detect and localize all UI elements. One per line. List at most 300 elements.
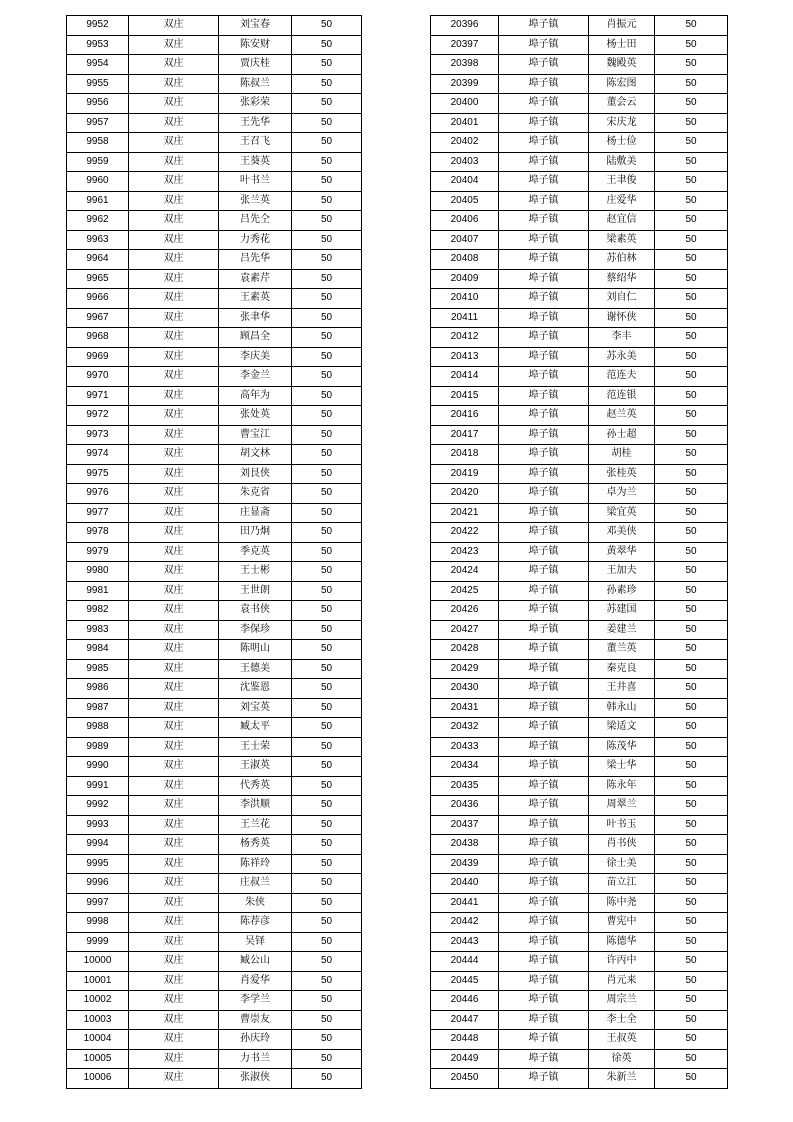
table-row (431, 737, 728, 757)
table-row (67, 16, 362, 36)
name-cell: 陈祥玲 (219, 854, 292, 874)
township-cell: 埠子镇 (499, 796, 589, 816)
township-cell: 埠子镇 (499, 1069, 589, 1089)
township-cell: 双庄 (129, 191, 219, 211)
township-cell: 双庄 (129, 581, 219, 601)
township-cell: 埠子镇 (499, 698, 589, 718)
amount-cell: 50 (655, 133, 728, 153)
amount-cell: 50 (292, 55, 362, 75)
row-number-cell: 20434 (431, 757, 499, 777)
table-row (431, 230, 728, 250)
row-number-cell: 9978 (67, 523, 129, 543)
table-row (431, 503, 728, 523)
amount-cell: 50 (655, 581, 728, 601)
row-number-cell: 20444 (431, 952, 499, 972)
table-row (431, 113, 728, 133)
row-number-cell: 9990 (67, 757, 129, 777)
name-cell: 袁书侠 (219, 601, 292, 621)
township-cell: 双庄 (129, 757, 219, 777)
name-cell: 力书兰 (219, 1049, 292, 1069)
township-cell: 双庄 (129, 16, 219, 36)
township-cell: 埠子镇 (499, 581, 589, 601)
table-row (431, 971, 728, 991)
township-cell: 埠子镇 (499, 523, 589, 543)
name-cell: 徐士美 (589, 854, 655, 874)
township-cell: 双庄 (129, 503, 219, 523)
township-cell: 埠子镇 (499, 308, 589, 328)
table-row (67, 484, 362, 504)
table-row (67, 776, 362, 796)
name-cell: 李士全 (589, 1010, 655, 1030)
row-number-cell: 9961 (67, 191, 129, 211)
amount-cell: 50 (292, 932, 362, 952)
row-number-cell: 20417 (431, 425, 499, 445)
name-cell: 秦克良 (589, 659, 655, 679)
amount-cell: 50 (655, 172, 728, 192)
name-cell: 黄翠华 (589, 542, 655, 562)
table-row (431, 425, 728, 445)
name-cell: 苏建国 (589, 601, 655, 621)
name-cell: 曹崇友 (219, 1010, 292, 1030)
row-number-cell: 20437 (431, 815, 499, 835)
table-row (67, 55, 362, 75)
amount-cell: 50 (655, 464, 728, 484)
row-number-cell: 9994 (67, 835, 129, 855)
amount-cell: 50 (655, 445, 728, 465)
row-number-cell: 20450 (431, 1069, 499, 1089)
township-cell: 埠子镇 (499, 484, 589, 504)
township-cell: 双庄 (129, 55, 219, 75)
name-cell: 陆敷美 (589, 152, 655, 172)
amount-cell: 50 (292, 737, 362, 757)
amount-cell: 50 (292, 991, 362, 1011)
amount-cell: 50 (655, 269, 728, 289)
name-cell: 庄叔兰 (219, 874, 292, 894)
row-number-cell: 20396 (431, 16, 499, 36)
township-cell: 双庄 (129, 250, 219, 270)
amount-cell: 50 (292, 328, 362, 348)
row-number-cell: 9953 (67, 35, 129, 55)
row-number-cell: 9964 (67, 250, 129, 270)
name-cell: 王加夫 (589, 562, 655, 582)
name-cell: 肖元来 (589, 971, 655, 991)
township-cell: 双庄 (129, 679, 219, 699)
row-number-cell: 9977 (67, 503, 129, 523)
table-row (67, 932, 362, 952)
table-row (67, 269, 362, 289)
table-row (431, 445, 728, 465)
row-number-cell: 9999 (67, 932, 129, 952)
amount-cell: 50 (655, 913, 728, 933)
table-row (67, 113, 362, 133)
township-cell: 双庄 (129, 289, 219, 309)
name-cell: 谢怀侠 (589, 308, 655, 328)
amount-cell: 50 (292, 484, 362, 504)
name-cell: 刘宝春 (219, 16, 292, 36)
township-cell: 双庄 (129, 425, 219, 445)
row-number-cell: 9962 (67, 211, 129, 231)
name-cell: 张兰英 (219, 191, 292, 211)
amount-cell: 50 (655, 971, 728, 991)
amount-cell: 50 (292, 523, 362, 543)
table-row (431, 308, 728, 328)
amount-cell: 50 (655, 503, 728, 523)
name-cell: 顾昌全 (219, 328, 292, 348)
table-row (431, 484, 728, 504)
table-row (431, 562, 728, 582)
township-cell: 埠子镇 (499, 152, 589, 172)
row-number-cell: 10006 (67, 1069, 129, 1089)
table-row (431, 991, 728, 1011)
township-cell: 埠子镇 (499, 952, 589, 972)
township-cell: 埠子镇 (499, 367, 589, 387)
amount-cell: 50 (292, 445, 362, 465)
row-number-cell: 20441 (431, 893, 499, 913)
name-cell: 王士彬 (219, 562, 292, 582)
name-cell: 陈茂华 (589, 737, 655, 757)
township-cell: 埠子镇 (499, 172, 589, 192)
table-row (431, 932, 728, 952)
name-cell: 韩永山 (589, 698, 655, 718)
left-table (66, 15, 362, 1089)
name-cell: 庄显斋 (219, 503, 292, 523)
amount-cell: 50 (292, 698, 362, 718)
table-row (67, 971, 362, 991)
amount-cell: 50 (655, 425, 728, 445)
row-number-cell: 20430 (431, 679, 499, 699)
township-cell: 埠子镇 (499, 230, 589, 250)
table-row (431, 386, 728, 406)
amount-cell: 50 (655, 74, 728, 94)
name-cell: 梁宜英 (589, 503, 655, 523)
name-cell: 苏伯林 (589, 250, 655, 270)
row-number-cell: 20433 (431, 737, 499, 757)
township-cell: 埠子镇 (499, 445, 589, 465)
table-row (67, 1010, 362, 1030)
name-cell: 邓美侠 (589, 523, 655, 543)
amount-cell: 50 (655, 16, 728, 36)
table-row (431, 35, 728, 55)
township-cell: 埠子镇 (499, 913, 589, 933)
name-cell: 李学兰 (219, 991, 292, 1011)
amount-cell: 50 (655, 1049, 728, 1069)
township-cell: 双庄 (129, 74, 219, 94)
row-number-cell: 9997 (67, 893, 129, 913)
amount-cell: 50 (292, 874, 362, 894)
township-cell: 双庄 (129, 308, 219, 328)
row-number-cell: 9979 (67, 542, 129, 562)
name-cell: 宋庆龙 (589, 113, 655, 133)
row-number-cell: 9980 (67, 562, 129, 582)
township-cell: 埠子镇 (499, 1030, 589, 1050)
name-cell: 梁士华 (589, 757, 655, 777)
table-row (67, 1069, 362, 1089)
row-number-cell: 9965 (67, 269, 129, 289)
row-number-cell: 20404 (431, 172, 499, 192)
township-cell: 埠子镇 (499, 133, 589, 153)
name-cell: 叶书兰 (219, 172, 292, 192)
table-row (67, 230, 362, 250)
name-cell: 姜建兰 (589, 620, 655, 640)
name-cell: 陈中尧 (589, 893, 655, 913)
table-row (67, 1049, 362, 1069)
township-cell: 双庄 (129, 562, 219, 582)
row-number-cell: 20446 (431, 991, 499, 1011)
row-number-cell: 9975 (67, 464, 129, 484)
row-number-cell: 9973 (67, 425, 129, 445)
row-number-cell: 20423 (431, 542, 499, 562)
name-cell: 周宗兰 (589, 991, 655, 1011)
name-cell: 王召飞 (219, 133, 292, 153)
table-row (67, 328, 362, 348)
amount-cell: 50 (292, 425, 362, 445)
name-cell: 王先华 (219, 113, 292, 133)
township-cell: 埠子镇 (499, 250, 589, 270)
name-cell: 陈德华 (589, 932, 655, 952)
table-row (431, 269, 728, 289)
amount-cell: 50 (292, 581, 362, 601)
amount-cell: 50 (655, 523, 728, 543)
amount-cell: 50 (292, 386, 362, 406)
table-row (67, 581, 362, 601)
row-number-cell: 9986 (67, 679, 129, 699)
row-number-cell: 9954 (67, 55, 129, 75)
row-number-cell: 9967 (67, 308, 129, 328)
table-row (67, 659, 362, 679)
table-row (431, 854, 728, 874)
name-cell: 刘宝英 (219, 698, 292, 718)
table-row (67, 347, 362, 367)
row-number-cell: 9985 (67, 659, 129, 679)
township-cell: 埠子镇 (499, 464, 589, 484)
right-table (430, 15, 728, 1089)
name-cell: 张彩荣 (219, 94, 292, 114)
table-row (67, 35, 362, 55)
name-cell: 周翠兰 (589, 796, 655, 816)
table-row (67, 308, 362, 328)
township-cell: 双庄 (129, 659, 219, 679)
amount-cell: 50 (292, 659, 362, 679)
township-cell: 双庄 (129, 1069, 219, 1089)
township-cell: 双庄 (129, 211, 219, 231)
township-cell: 埠子镇 (499, 1049, 589, 1069)
name-cell: 李庆美 (219, 347, 292, 367)
row-number-cell: 20408 (431, 250, 499, 270)
amount-cell: 50 (292, 796, 362, 816)
name-cell: 高年为 (219, 386, 292, 406)
row-number-cell: 20400 (431, 94, 499, 114)
row-number-cell: 9993 (67, 815, 129, 835)
table-row (431, 581, 728, 601)
township-cell: 双庄 (129, 35, 219, 55)
name-cell: 蔡绍华 (589, 269, 655, 289)
row-number-cell: 20438 (431, 835, 499, 855)
amount-cell: 50 (292, 562, 362, 582)
table-row (67, 991, 362, 1011)
township-cell: 双庄 (129, 464, 219, 484)
amount-cell: 50 (292, 250, 362, 270)
name-cell: 王葵英 (219, 152, 292, 172)
amount-cell: 50 (655, 874, 728, 894)
amount-cell: 50 (655, 932, 728, 952)
township-cell: 双庄 (129, 328, 219, 348)
amount-cell: 50 (655, 718, 728, 738)
table-row (67, 464, 362, 484)
table-row (67, 523, 362, 543)
township-cell: 埠子镇 (499, 932, 589, 952)
name-cell: 李金兰 (219, 367, 292, 387)
amount-cell: 50 (292, 640, 362, 660)
row-number-cell: 10005 (67, 1049, 129, 1069)
table-row (431, 659, 728, 679)
township-cell: 埠子镇 (499, 113, 589, 133)
table-row (67, 367, 362, 387)
amount-cell: 50 (655, 796, 728, 816)
amount-cell: 50 (292, 113, 362, 133)
table-row (431, 1049, 728, 1069)
row-number-cell: 10004 (67, 1030, 129, 1050)
row-number-cell: 20427 (431, 620, 499, 640)
township-cell: 埠子镇 (499, 347, 589, 367)
township-cell: 埠子镇 (499, 874, 589, 894)
township-cell: 双庄 (129, 523, 219, 543)
township-cell: 双庄 (129, 932, 219, 952)
amount-cell: 50 (655, 1030, 728, 1050)
amount-cell: 50 (655, 562, 728, 582)
name-cell: 庄爱华 (589, 191, 655, 211)
amount-cell: 50 (655, 952, 728, 972)
row-number-cell: 10002 (67, 991, 129, 1011)
name-cell: 代秀英 (219, 776, 292, 796)
table-row (67, 211, 362, 231)
row-number-cell: 20398 (431, 55, 499, 75)
row-number-cell: 20428 (431, 640, 499, 660)
township-cell: 埠子镇 (499, 640, 589, 660)
township-cell: 埠子镇 (499, 328, 589, 348)
township-cell: 埠子镇 (499, 542, 589, 562)
table-row (431, 893, 728, 913)
name-cell: 臧公山 (219, 952, 292, 972)
name-cell: 王德美 (219, 659, 292, 679)
township-cell: 埠子镇 (499, 757, 589, 777)
table-row (67, 718, 362, 738)
row-number-cell: 20436 (431, 796, 499, 816)
amount-cell: 50 (292, 679, 362, 699)
name-cell: 季克英 (219, 542, 292, 562)
amount-cell: 50 (292, 971, 362, 991)
name-cell: 肖书侠 (589, 835, 655, 855)
amount-cell: 50 (292, 815, 362, 835)
amount-cell: 50 (655, 250, 728, 270)
amount-cell: 50 (292, 74, 362, 94)
name-cell: 孙士超 (589, 425, 655, 445)
amount-cell: 50 (292, 191, 362, 211)
amount-cell: 50 (292, 308, 362, 328)
row-number-cell: 20415 (431, 386, 499, 406)
name-cell: 朱新兰 (589, 1069, 655, 1089)
row-number-cell: 9960 (67, 172, 129, 192)
name-cell: 范连夫 (589, 367, 655, 387)
amount-cell: 50 (655, 367, 728, 387)
township-cell: 埠子镇 (499, 718, 589, 738)
name-cell: 吴铎 (219, 932, 292, 952)
table-row (431, 776, 728, 796)
amount-cell: 50 (292, 1069, 362, 1089)
name-cell: 曹宪中 (589, 913, 655, 933)
amount-cell: 50 (655, 815, 728, 835)
township-cell: 埠子镇 (499, 737, 589, 757)
township-cell: 埠子镇 (499, 503, 589, 523)
amount-cell: 50 (655, 328, 728, 348)
amount-cell: 50 (655, 776, 728, 796)
township-cell: 埠子镇 (499, 191, 589, 211)
township-cell: 双庄 (129, 445, 219, 465)
row-number-cell: 9963 (67, 230, 129, 250)
township-cell: 双庄 (129, 367, 219, 387)
row-number-cell: 9956 (67, 94, 129, 114)
name-cell: 曹宝江 (219, 425, 292, 445)
name-cell: 力秀花 (219, 230, 292, 250)
row-number-cell: 20399 (431, 74, 499, 94)
table-row (431, 367, 728, 387)
amount-cell: 50 (292, 133, 362, 153)
table-row (67, 74, 362, 94)
table-row (67, 562, 362, 582)
table-row (67, 152, 362, 172)
row-number-cell: 20418 (431, 445, 499, 465)
row-number-cell: 9966 (67, 289, 129, 309)
name-cell: 袁素芹 (219, 269, 292, 289)
amount-cell: 50 (655, 55, 728, 75)
amount-cell: 50 (655, 113, 728, 133)
amount-cell: 50 (292, 952, 362, 972)
table-row (431, 289, 728, 309)
amount-cell: 50 (292, 757, 362, 777)
name-cell: 王世朗 (219, 581, 292, 601)
amount-cell: 50 (292, 211, 362, 231)
township-cell: 双庄 (129, 854, 219, 874)
row-number-cell: 9957 (67, 113, 129, 133)
table-row (67, 445, 362, 465)
township-cell: 埠子镇 (499, 386, 589, 406)
table-row (431, 1010, 728, 1030)
name-cell: 孙素珍 (589, 581, 655, 601)
table-row (67, 1030, 362, 1050)
amount-cell: 50 (292, 1010, 362, 1030)
name-cell: 胡桂 (589, 445, 655, 465)
amount-cell: 50 (292, 1030, 362, 1050)
township-cell: 埠子镇 (499, 835, 589, 855)
table-row (67, 425, 362, 445)
name-cell: 刘自仁 (589, 289, 655, 309)
township-cell: 埠子镇 (499, 620, 589, 640)
township-cell: 双庄 (129, 601, 219, 621)
row-number-cell: 20412 (431, 328, 499, 348)
amount-cell: 50 (292, 152, 362, 172)
name-cell: 叶书玉 (589, 815, 655, 835)
name-cell: 卓为兰 (589, 484, 655, 504)
left-table-body (67, 16, 362, 1089)
amount-cell: 50 (292, 35, 362, 55)
township-cell: 双庄 (129, 893, 219, 913)
township-cell: 埠子镇 (499, 776, 589, 796)
row-number-cell: 20402 (431, 133, 499, 153)
name-cell: 王聿俊 (589, 172, 655, 192)
amount-cell: 50 (292, 835, 362, 855)
row-number-cell: 20403 (431, 152, 499, 172)
table-row (431, 523, 728, 543)
table-row (431, 542, 728, 562)
